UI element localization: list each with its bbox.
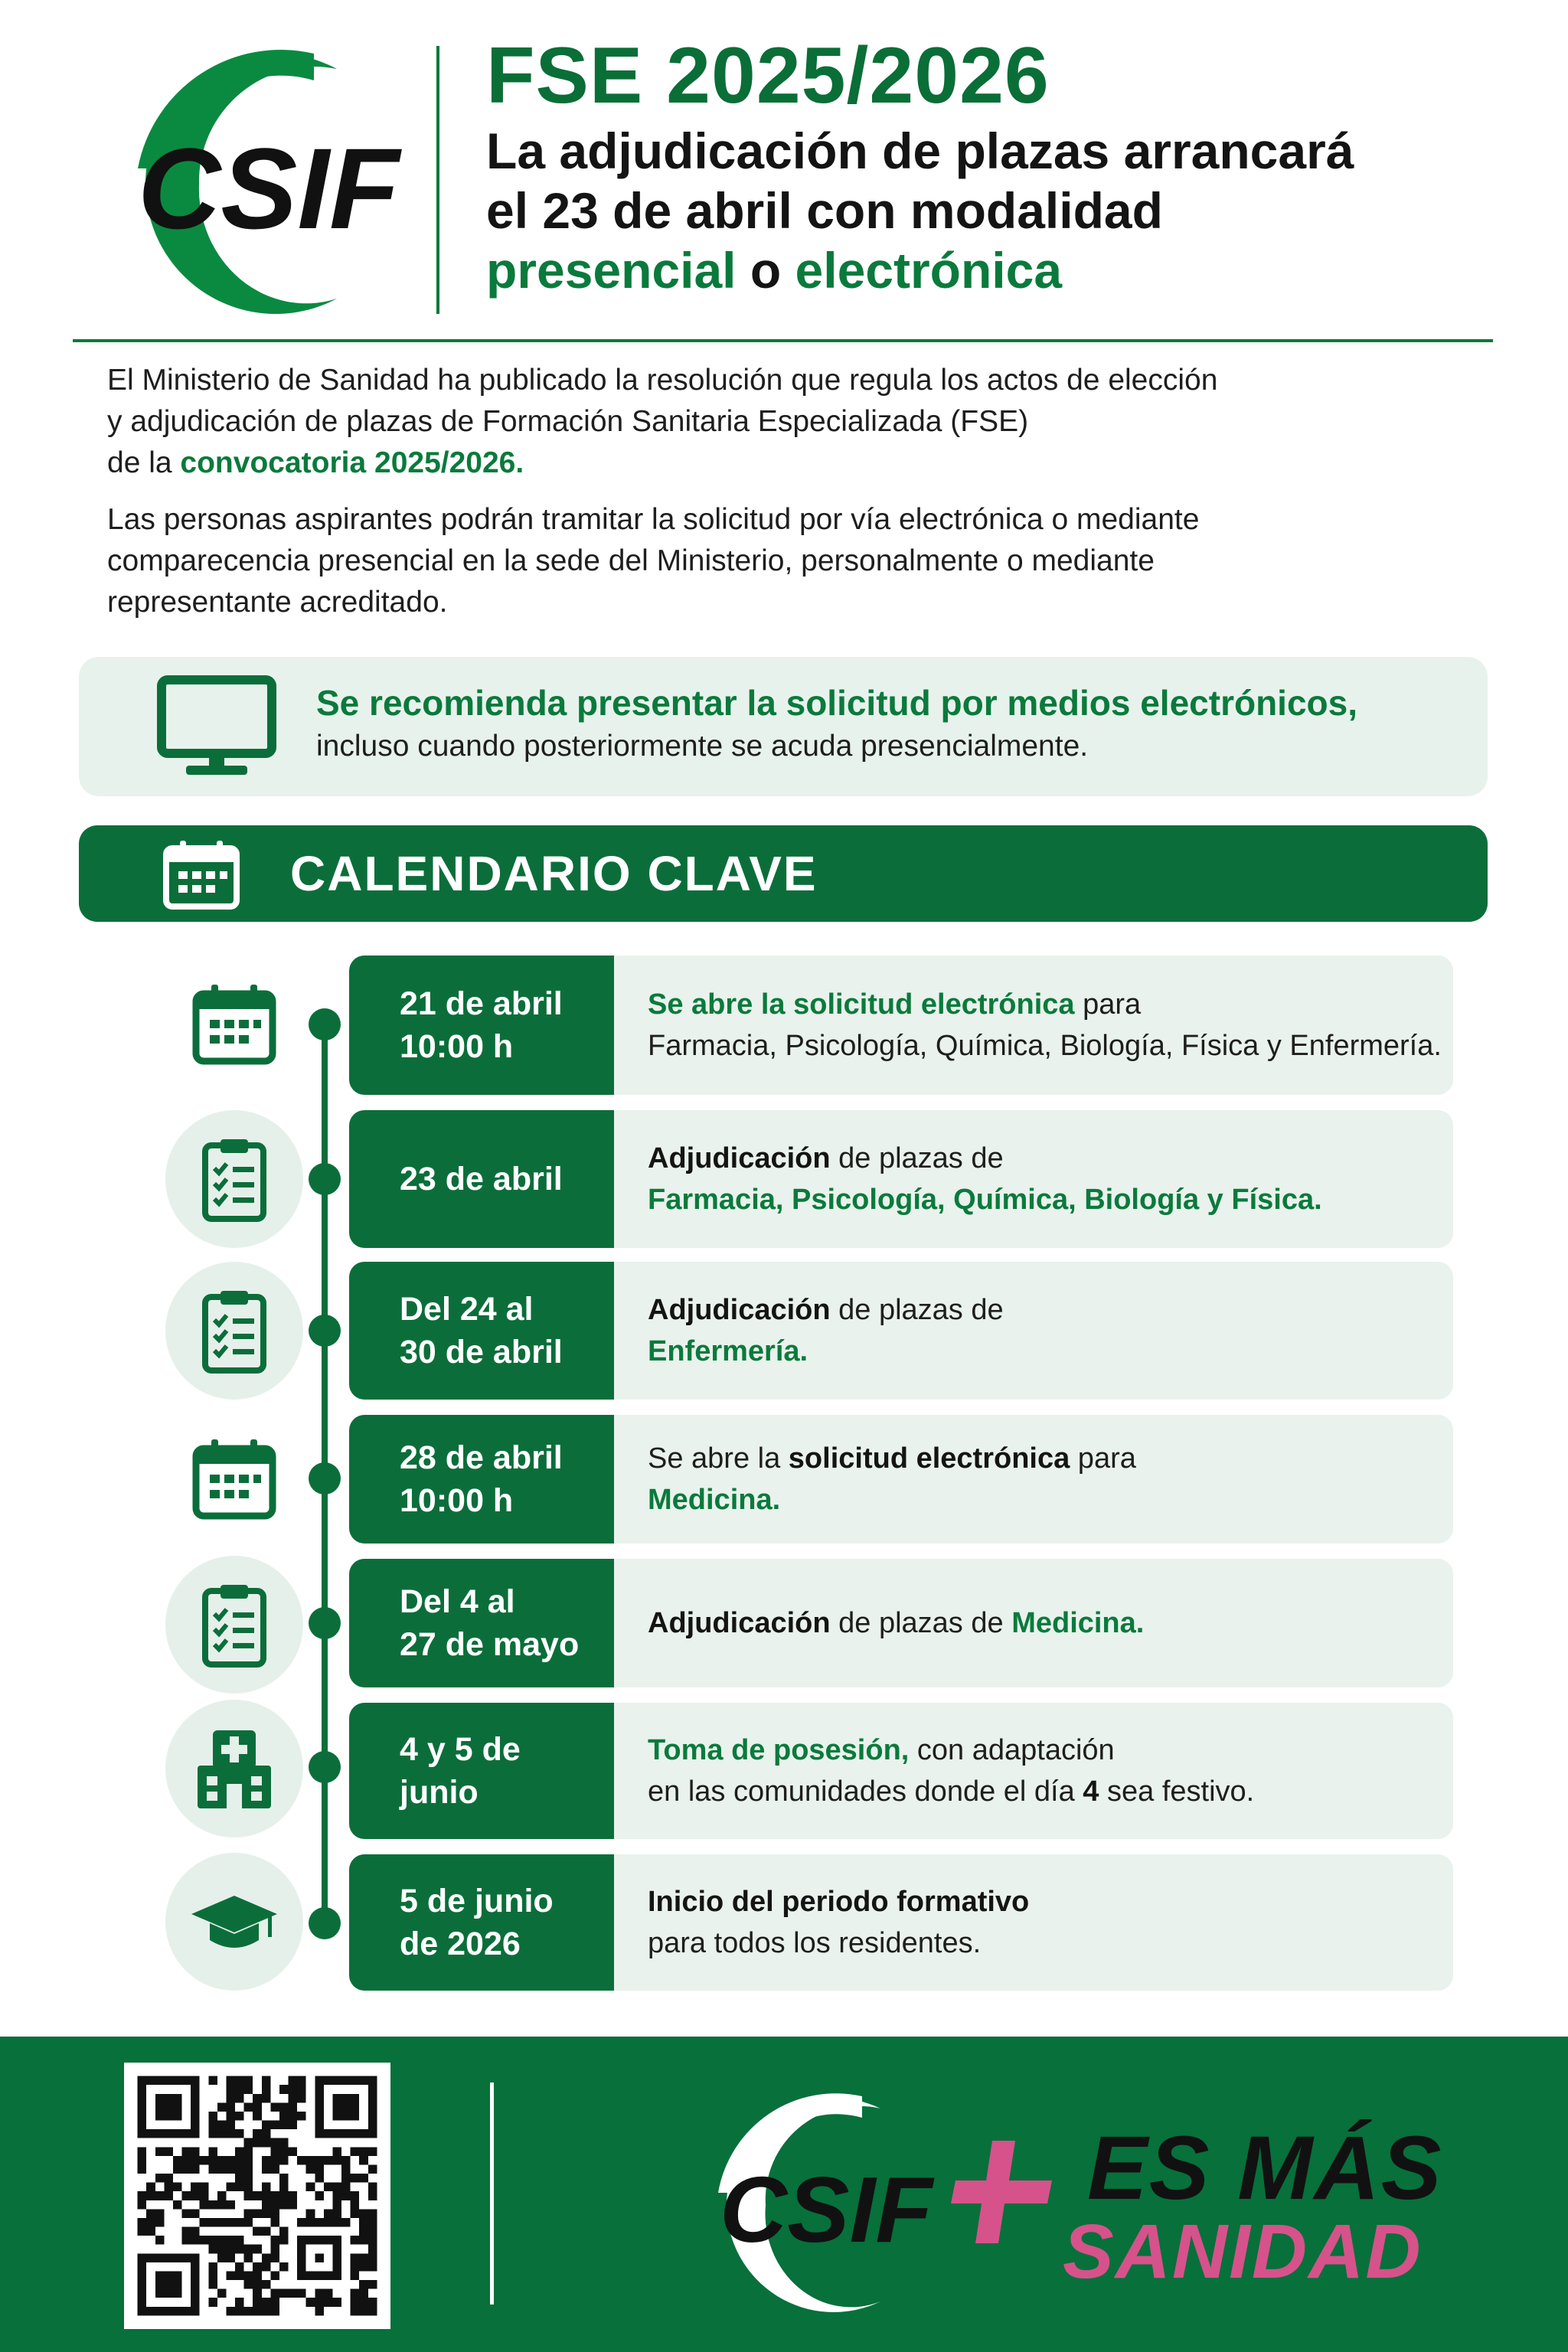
recommendation-box: [79, 657, 1488, 796]
intro-paragraph-1: [107, 360, 1455, 484]
event-date-line1: Del 4 al: [400, 1583, 515, 1620]
event-date-line1: 21 de abril: [400, 985, 563, 1022]
subtitle-line-1: La adjudicación de plazas arrancará: [486, 122, 1354, 179]
event-date: [349, 956, 614, 1095]
svg-text:CSIF: CSIF: [138, 124, 400, 253]
event-text-line2: para todos los residentes.: [648, 1927, 982, 1959]
calendar-icon: [162, 838, 241, 911]
event-text: sea festivo.: [1099, 1775, 1255, 1808]
event-date: [349, 1854, 614, 1991]
timeline-dot: [309, 1607, 341, 1639]
event-date-line1: 23 de abril: [400, 1161, 563, 1197]
subtitle-line-3: [486, 240, 1481, 300]
calendar-title: CALENDARIO CLAVE: [290, 846, 818, 901]
event-bold: Adjudicación: [648, 1142, 831, 1174]
intro-convocatoria: convocatoria 2025/2026.: [180, 446, 524, 479]
csif-logo-icon: [674, 2082, 949, 2328]
recommendation-subtitle: incluso cuando posteriormente se acuda presencialmente.: [316, 730, 1089, 763]
calendar-icon: [165, 1410, 303, 1548]
subtitle-electronica: electrónica: [795, 242, 1063, 299]
event-date: [349, 1559, 614, 1687]
calendar-icon: [165, 956, 303, 1093]
event-highlight: Toma de posesión,: [648, 1734, 910, 1766]
footer: [0, 2037, 1568, 2352]
event-date: [349, 1703, 614, 1839]
event-description: [614, 1854, 1453, 1991]
event-text: de plazas de: [830, 1607, 1012, 1639]
intro-text: [107, 360, 1455, 639]
event-text: Se abre la: [648, 1442, 789, 1475]
subtitle-connector: o: [750, 242, 782, 299]
csif-logo-icon: [84, 38, 421, 329]
timeline-dot: [309, 1315, 341, 1347]
event-date-line1: Del 24 al: [400, 1291, 534, 1328]
calendar-banner: [79, 825, 1488, 922]
event-text: en las comunidades donde el día: [648, 1775, 1083, 1808]
recommendation-text: [316, 680, 1465, 767]
event-bold: Adjudicación: [648, 1607, 831, 1639]
event-date-line2: 10:00 h: [400, 1482, 514, 1519]
clipboard-checklist-icon: [165, 1262, 303, 1400]
page-subtitle: [486, 121, 1481, 300]
qr-code[interactable]: [124, 2063, 390, 2329]
event-bold: Inicio del periodo formativo: [648, 1886, 1030, 1918]
event-date: [349, 1110, 614, 1248]
intro-p1-line3-prefix: de la: [107, 446, 172, 479]
clipboard-checklist-icon: [165, 1110, 303, 1248]
event-text: de plazas de: [830, 1294, 1004, 1326]
timeline-dot: [309, 1163, 341, 1195]
event-highlight: Medicina.: [648, 1484, 781, 1516]
event-text: con adaptación: [909, 1734, 1115, 1766]
header: [77, 31, 1501, 329]
clipboard-checklist-icon: [165, 1556, 303, 1694]
event-highlight: Medicina.: [1011, 1607, 1145, 1639]
header-rule: [73, 339, 1493, 342]
page-title: FSE 2025/2026: [486, 31, 1050, 120]
event-description: [614, 1415, 1453, 1544]
footer-divider: [490, 2082, 494, 2305]
event-bold: solicitud electrónica: [788, 1442, 1070, 1475]
header-divider: [436, 46, 439, 314]
svg-text:CSIF: CSIF: [720, 2158, 933, 2262]
intro-p1-line1: El Ministerio de Sanidad ha publicado la resolución que regula los actos de elección: [107, 364, 1218, 397]
graduation-cap-icon: [165, 1853, 303, 1991]
event-description: [614, 956, 1453, 1095]
intro-p1-line2: y adjudicación de plazas de Formación Sanitaria Especializada (FSE): [107, 405, 1029, 438]
event-date-line1: 4 y 5 de: [400, 1731, 521, 1768]
event-date-line2: 10:00 h: [400, 1028, 514, 1065]
csif-logo: [674, 2082, 949, 2328]
event-description: [614, 1559, 1453, 1687]
event-highlight: Se abre la solicitud electrónica: [648, 988, 1075, 1021]
intro-p2-line2: comparecencia presencial en la sede del Ministerio, personalmente o mediante: [107, 544, 1155, 577]
slogan-sanidad: SANIDAD: [1063, 2209, 1423, 2295]
event-date-line2: de 2026: [400, 1926, 521, 1962]
timeline-dot: [309, 1462, 341, 1494]
event-date-line1: 28 de abril: [400, 1439, 563, 1476]
event-date-line2: 27 de mayo: [400, 1626, 580, 1663]
event-date-line2: junio: [400, 1774, 479, 1811]
event-text: para: [1070, 1442, 1136, 1475]
monitor-icon: [155, 674, 278, 781]
intro-p2-line3: representante acreditado.: [107, 586, 448, 619]
event-highlight: Enfermería.: [648, 1335, 808, 1367]
event-date-line2: 30 de abril: [400, 1334, 563, 1370]
event-date: [349, 1415, 614, 1544]
event-description: [614, 1262, 1453, 1400]
timeline-dot: [309, 1008, 341, 1040]
header-text: [486, 31, 1481, 300]
event-description: [614, 1110, 1453, 1248]
event-text: de plazas de: [830, 1142, 1004, 1174]
hospital-icon: [165, 1700, 303, 1838]
event-date: [349, 1262, 614, 1400]
csif-logo: [84, 38, 421, 329]
subtitle-line-2: el 23 de abril con modalidad: [486, 182, 1163, 239]
intro-p2-line1: Las personas aspirantes podrán tramitar la solicitud por vía electrónica o mediante: [107, 503, 1200, 536]
event-bold: Adjudicación: [648, 1294, 831, 1326]
event-date-line1: 5 de junio: [400, 1883, 554, 1919]
event-text-line2: Farmacia, Psicología, Química, Biología, Física y Enfermería.: [648, 1030, 1442, 1062]
event-bold: 4: [1083, 1775, 1099, 1808]
intro-paragraph-2: [107, 499, 1455, 623]
slogan-es-mas: ES MÁS: [1087, 2118, 1443, 2219]
event-description: [614, 1703, 1453, 1839]
subtitle-presencial: presencial: [486, 242, 737, 299]
timeline-dot: [309, 1907, 341, 1939]
timeline-dot: [309, 1751, 341, 1783]
recommendation-title: Se recomienda presentar la solicitud por medios electrónicos,: [316, 683, 1357, 723]
event-text: para: [1074, 988, 1142, 1021]
plus-icon: [945, 2135, 1060, 2249]
event-highlight: Farmacia, Psicología, Química, Biología y Física.: [648, 1184, 1322, 1216]
